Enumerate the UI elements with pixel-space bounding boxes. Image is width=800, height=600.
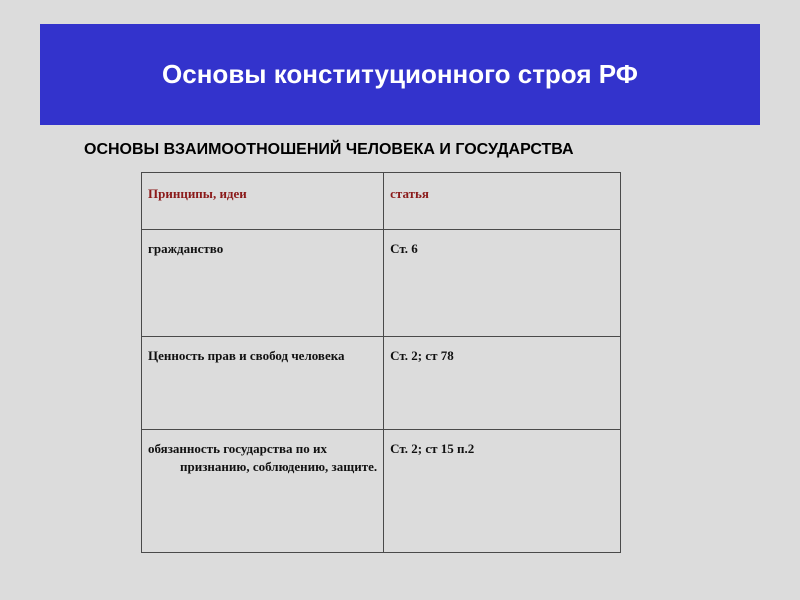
table-cell-principle: Ценность прав и свобод человека xyxy=(142,337,384,430)
table-cell-principle: обязанность государства по их признанию, соблюдению, защите. xyxy=(142,430,384,553)
table-header-row xyxy=(142,173,621,230)
principles-table xyxy=(141,172,621,553)
table-row xyxy=(142,230,621,337)
table-cell-article: Ст. 2; ст 15 п.2 xyxy=(384,430,621,553)
title-banner xyxy=(40,24,760,125)
table-row xyxy=(142,430,621,553)
header-cell-principles: Принципы, идеи xyxy=(142,173,384,230)
header-cell-article: статья xyxy=(384,173,621,230)
table-cell-article: Ст. 6 xyxy=(384,230,621,337)
page-title: Основы конституционного строя РФ xyxy=(162,59,638,89)
section-subtitle: ОСНОВЫ ВЗАИМООТНОШЕНИЙ ЧЕЛОВЕКА И ГОСУДАРСТВА xyxy=(84,141,574,158)
table-cell-principle: гражданство xyxy=(142,230,384,337)
table-cell-article: Ст. 2; ст 78 xyxy=(384,337,621,430)
table-row xyxy=(142,337,621,430)
